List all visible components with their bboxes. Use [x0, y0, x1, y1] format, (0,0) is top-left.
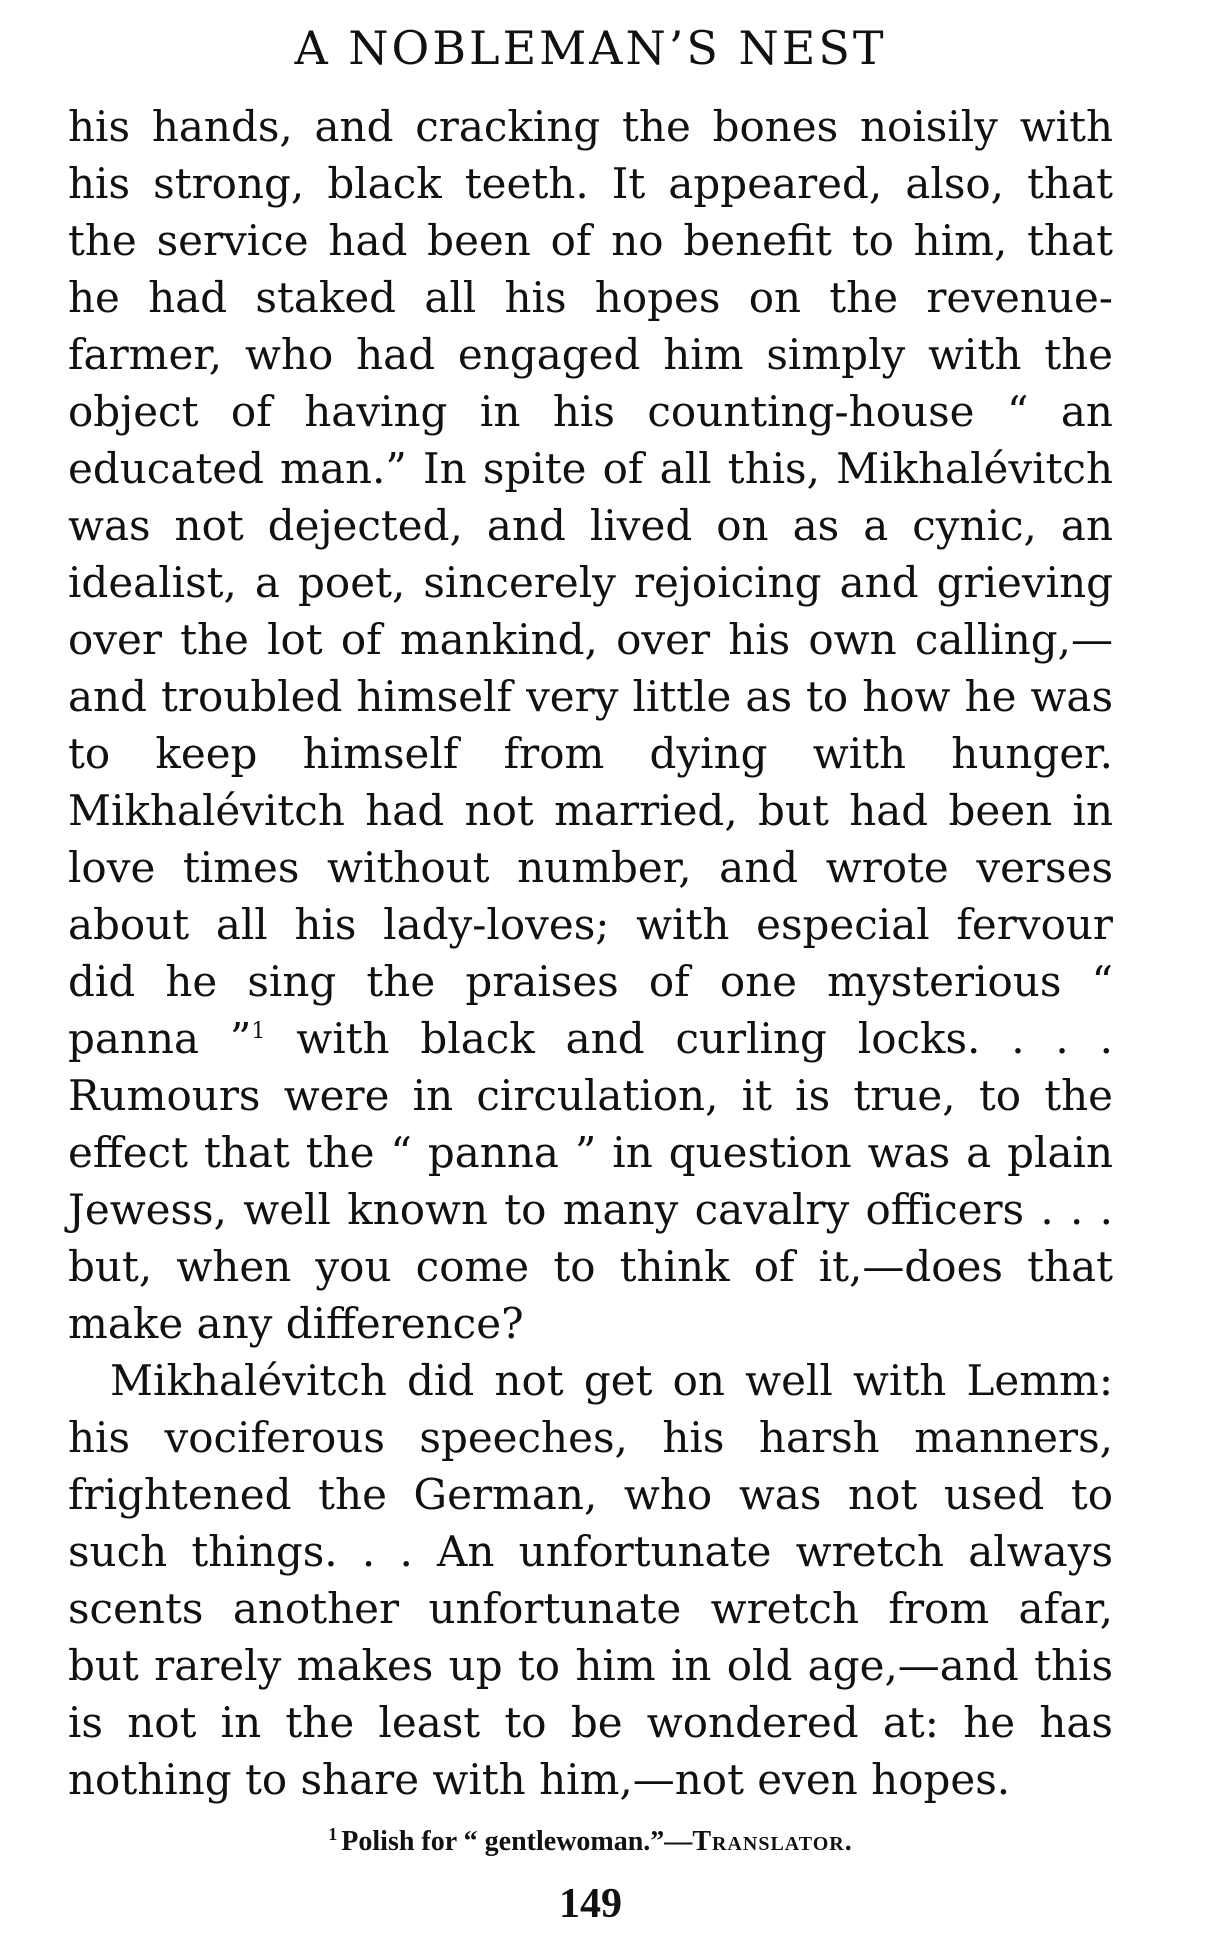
paragraph-2: Mikhalévitch did not get on well with Lemm: his vociferous speeches, his harsh manners, frightened the German, who was not used to such things. . . An unfortunate wretch always scents another unfortunate wretch from afar, but rarely makes up to him in old age,—and this is not in the least to be wondered at: he has nothing to share with him,—not even hopes. [68, 1356, 1113, 1804]
footnote-attribution: Translator. [692, 1826, 853, 1857]
running-title: A NOBLEMAN’S NEST [294, 21, 887, 75]
footnote-text: Polish for “ gentlewoman.”— [341, 1826, 693, 1857]
page-number: 149 [559, 1881, 622, 1927]
footnote [68, 1822, 1113, 1862]
paragraph-1-text-before-note: his hands, and cracking the bones noisily with his strong, black teeth. It appeared, also, that the service had been of no benefit to him, that he had staked all his hopes on the revenue-farmer, who had engaged him simply with the object of having in his counting-house “ an educated man.” In spite of all this, Mikhalévitch was not dejected, and lived on as a cynic, an idealist, a poet, sincerely rejoicing and grieving over the lot of mankind, over his own calling,—and troubled himself very little as to how he was to keep himself from dying with hunger. Mikhalévitch had not married, but had been in love times without number, and wrote verses about all his lady-loves; with especial fervour did he sing the praises of one mysterious “ panna ” [68, 102, 1113, 1063]
footnote-mark: 1 [328, 1823, 338, 1844]
body-text [68, 98, 1113, 1808]
paragraph-1 [68, 98, 1113, 1352]
paragraph-1-text-after-note: with black and curling locks. . . . Rumours were in circulation, it is true, to the effect that the “ panna ” in question was a plain Jewess, well known to many cavalry officers . . . but, when you come to think of it,—does that make any difference? [68, 1014, 1113, 1348]
footnote-reference-mark: 1 [251, 1019, 266, 1044]
book-page [68, 12, 1113, 1928]
